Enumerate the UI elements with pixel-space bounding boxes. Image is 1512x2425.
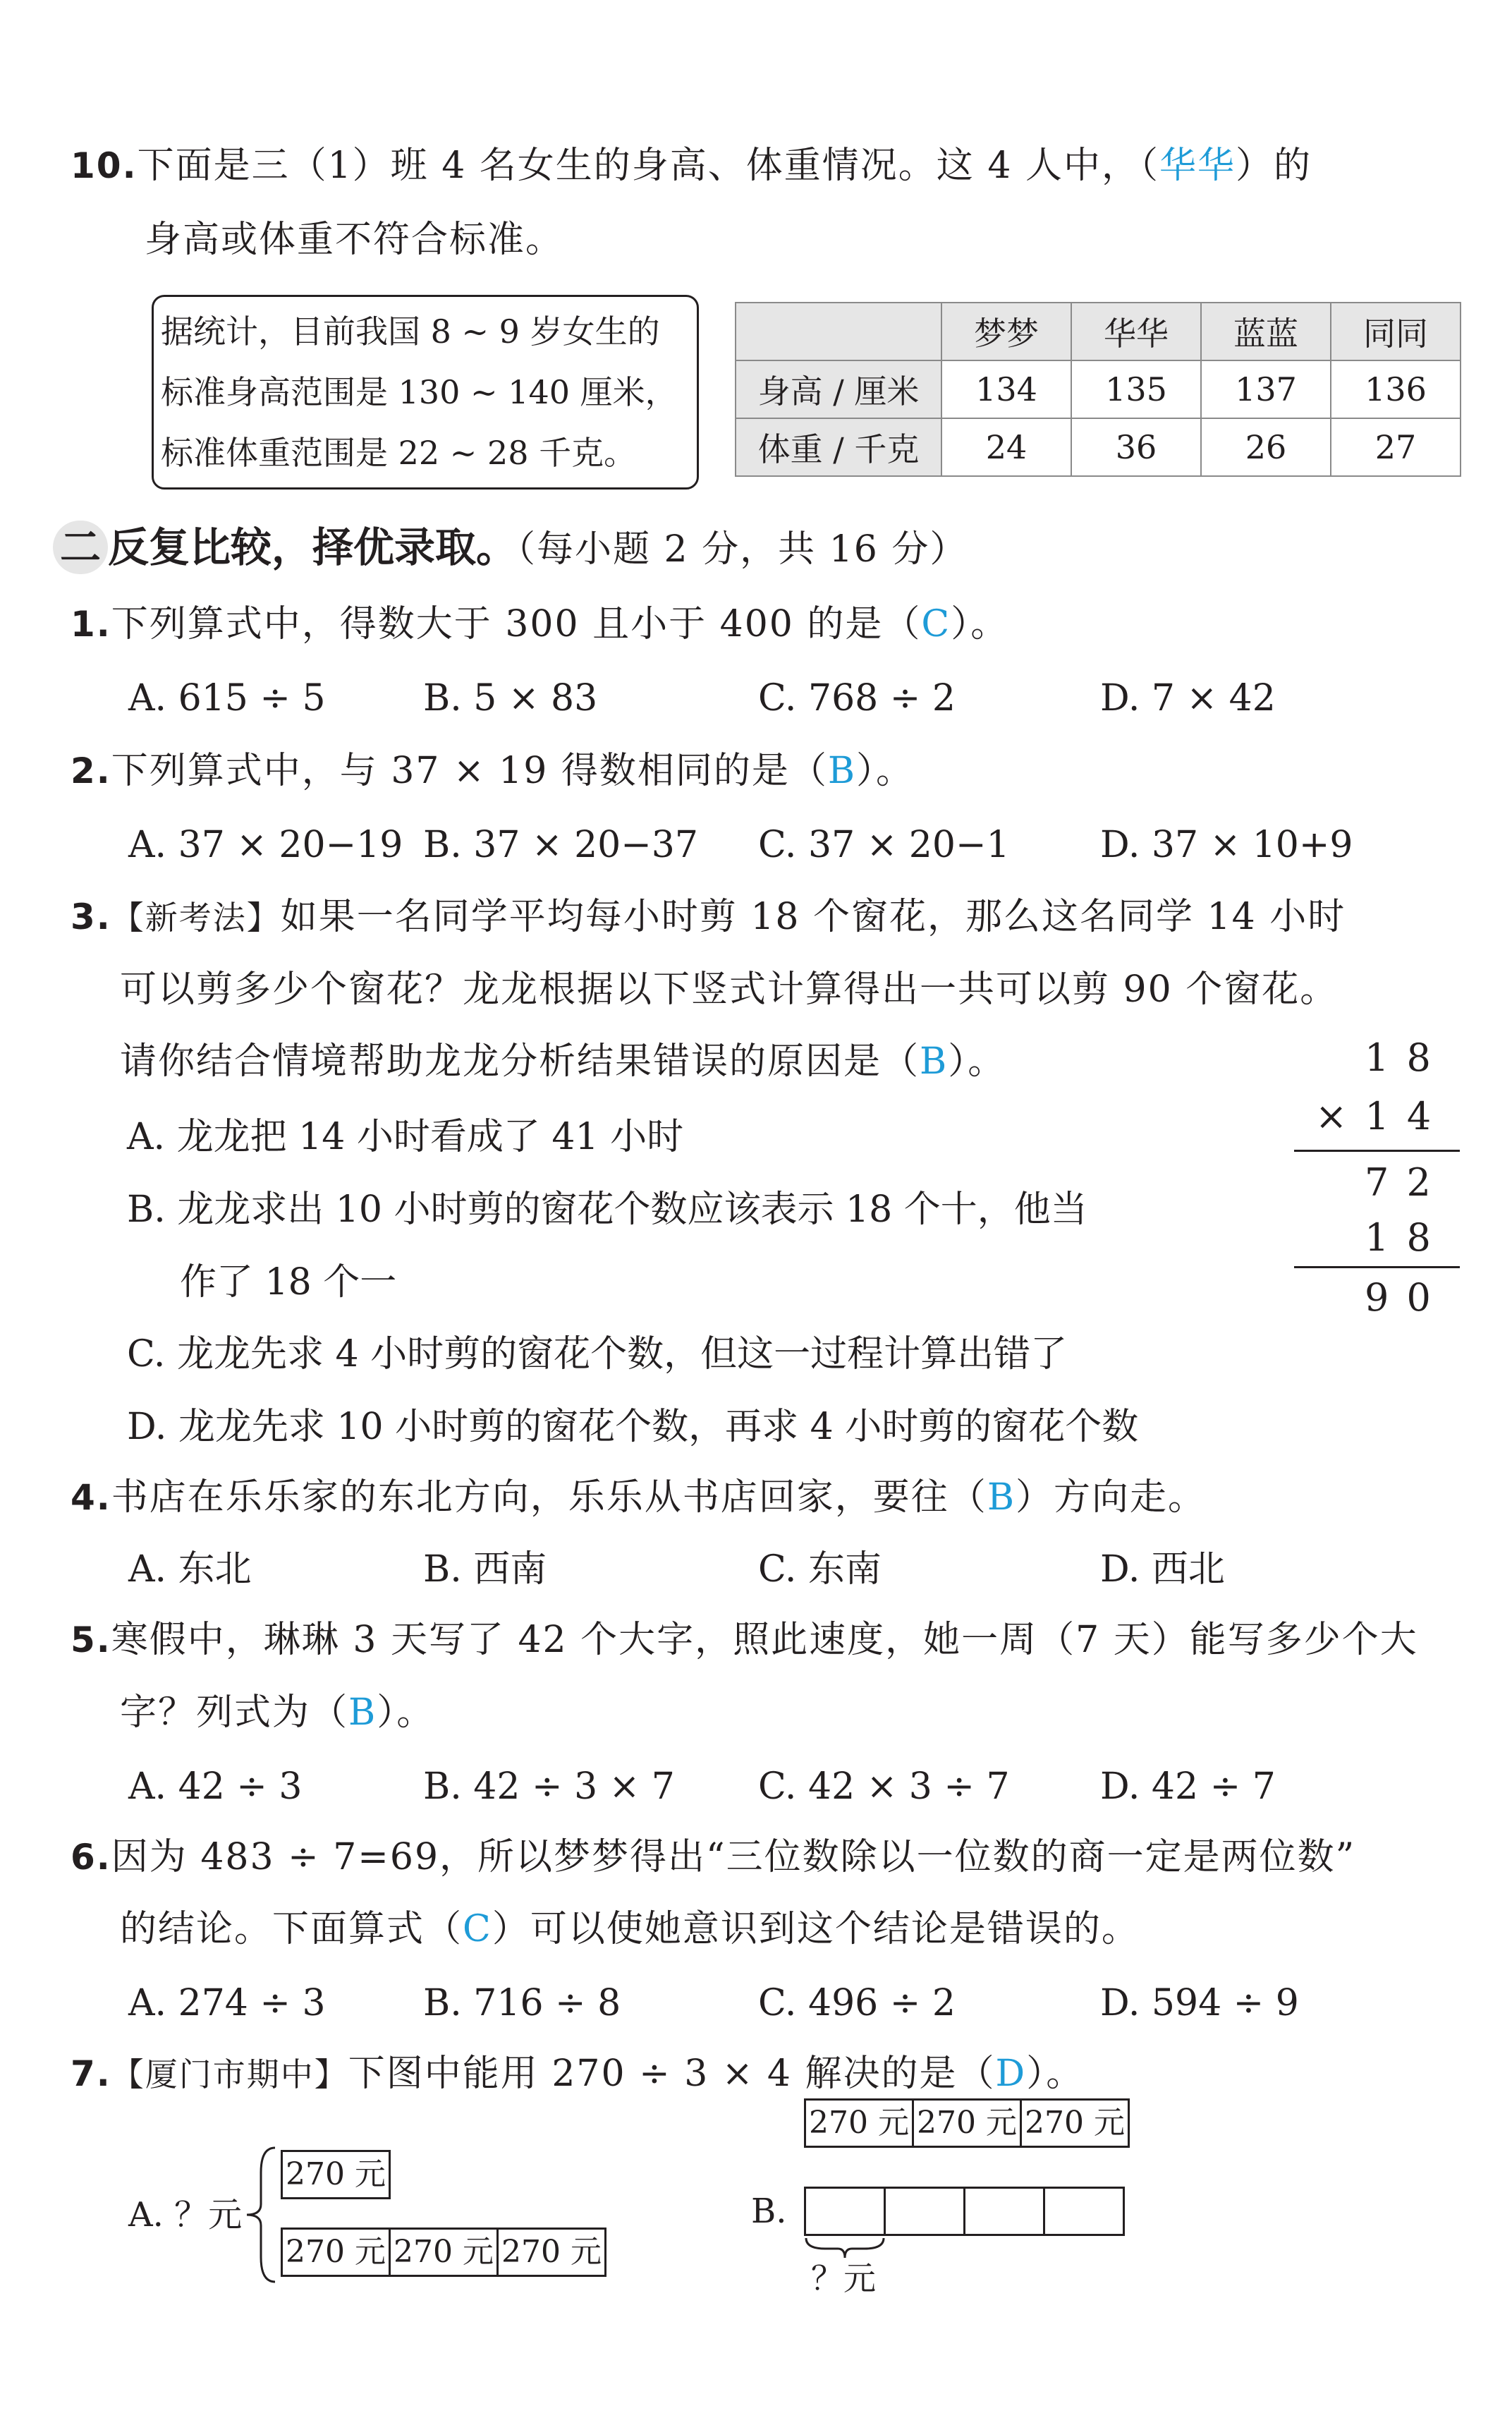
q6-line1: 6.因为 483 ÷ 7=69，所以梦梦得出“三位数除以一位数的商一定是两位数” <box>71 1836 1356 1878</box>
q4-option-a: A. 东北 <box>128 1548 252 1591</box>
q2-option-c: C. 37 × 20−1 <box>758 824 1010 866</box>
section2-header <box>53 521 968 585</box>
diagram-empty-box <box>963 2187 1045 2236</box>
diagram-box: 270 元 <box>281 2228 391 2277</box>
vertical-row: 1 8 <box>1365 1035 1434 1080</box>
q2-option-a: A. 37 × 20−19 <box>128 824 403 866</box>
section-title: 反复比较，择优录取。 <box>108 523 518 571</box>
q7-answer: D <box>995 2053 1027 2095</box>
q5-option-c: C. 42 × 3 ÷ 7 <box>758 1765 1010 1808</box>
q10-note-box <box>152 295 699 490</box>
q4-option-c: C. 东南 <box>758 1548 882 1591</box>
q6-answer: C <box>463 1908 492 1950</box>
q5-answer: B <box>348 1691 377 1734</box>
diagram-box: 270 元 <box>281 2150 391 2199</box>
q3-option-c: C. 龙龙先求 4 小时剪的窗花个数，但这一过程计算出错了 <box>127 1333 1068 1375</box>
q3-tag: 【新考法】 <box>111 899 281 937</box>
q3-line3: 请你结合情境帮助龙龙分析结果错误的原因是（B）。 <box>120 1040 1006 1083</box>
table-cell: 体重 / 千克 <box>736 418 941 476</box>
q7-stem: 7.【厦门市期中】下图中能用 270 ÷ 3 × 4 解决的是（D）。 <box>71 2053 1085 2095</box>
table-cell: 135 <box>1071 360 1201 418</box>
table-cell: 梦梦 <box>941 303 1071 360</box>
q6-option-d: D. 594 ÷ 9 <box>1100 1982 1299 2024</box>
table-row <box>736 360 1461 418</box>
vertical-row: 7 2 <box>1365 1160 1434 1205</box>
q1-answer: C <box>921 603 951 645</box>
diagram-b-question: ？元 <box>811 2259 876 2297</box>
q1-option-c: C. 768 ÷ 2 <box>758 677 956 719</box>
q3-line2: 可以剪多少个窗花？龙龙根据以下竖式计算得出一共可以剪 90 个窗花。 <box>120 968 1339 1011</box>
q4-option-b: B. 西南 <box>423 1548 547 1591</box>
table-cell: 蓝蓝 <box>1201 303 1331 360</box>
vertical-row: 1 8 <box>1365 1215 1434 1260</box>
vertical-line <box>1294 1150 1460 1152</box>
table-cell: 134 <box>941 360 1071 418</box>
q10-height-weight-table <box>735 302 1461 477</box>
vertical-row: × 1 4 <box>1315 1094 1434 1138</box>
note-line: 标准身高范围是 130 ~ 140 厘米， <box>161 373 678 411</box>
diagram-box: 270 元 <box>496 2228 606 2277</box>
q5-line1: 5.寒假中，琳琳 3 天写了 42 个大字，照此速度，她一周（7 天）能写多少个大 <box>71 1619 1418 1661</box>
table-cell: 137 <box>1201 360 1331 418</box>
diagram-a-label: A. ？元 <box>128 2195 243 2235</box>
diagram-empty-box <box>1043 2187 1125 2236</box>
q1-option-a: A. 615 ÷ 5 <box>128 677 326 719</box>
q1-option-d: D. 7 × 42 <box>1100 677 1276 719</box>
note-line: 据统计，目前我国 8 ~ 9 岁女生的 <box>161 312 660 351</box>
diagram-b-label: B. <box>751 2192 787 2231</box>
q2-option-d: D. 37 × 10+9 <box>1100 824 1353 866</box>
brace-icon <box>243 2144 279 2285</box>
q10-line1: 10.下面是三（1）班 4 名女生的身高、体重情况。这 4 人中，（华华）的 <box>71 145 1312 187</box>
q6-option-a: A. 274 ÷ 3 <box>128 1982 326 2024</box>
table-header-row <box>736 303 1461 360</box>
vertical-row: 9 0 <box>1365 1275 1434 1320</box>
q10-line2: 身高或体重不符合标准。 <box>145 219 564 261</box>
q10-answer: 华华 <box>1159 145 1236 187</box>
table-cell: 36 <box>1071 418 1201 476</box>
q3-line1: 3.【新考法】如果一名同学平均每小时剪 18 个窗花，那么这名同学 14 小时 <box>71 896 1346 938</box>
q1-option-b: B. 5 × 83 <box>423 677 598 719</box>
section-number: 二 <box>53 521 108 574</box>
table-cell: 136 <box>1331 360 1461 418</box>
table-cell: 27 <box>1331 418 1461 476</box>
diagram-box: 270 元 <box>389 2228 499 2277</box>
q6-option-b: B. 716 ÷ 8 <box>423 1982 621 2024</box>
q5-option-a: A. 42 ÷ 3 <box>128 1765 303 1808</box>
q3-option-d: D. 龙龙先求 10 小时剪的窗花个数，再求 4 小时剪的窗花个数 <box>127 1406 1139 1448</box>
q4-option-d: D. 西北 <box>1100 1548 1225 1591</box>
q3-option-a: A. 龙龙把 14 小时看成了 41 小时 <box>127 1116 684 1158</box>
q5-line2: 字？列式为（B）。 <box>120 1691 435 1734</box>
q1-stem: 1.下列算式中，得数大于 300 且小于 400 的是（C）。 <box>71 603 1009 645</box>
q2-answer: B <box>827 750 857 792</box>
section-score: （每小题 2 分，共 16 分） <box>517 528 968 571</box>
table-row <box>736 418 1461 476</box>
q3-answer: B <box>920 1040 949 1083</box>
table-cell: 身高 / 厘米 <box>736 360 941 418</box>
vertical-line <box>1294 1266 1460 1268</box>
table-cell: 26 <box>1201 418 1331 476</box>
q6-line2: 的结论。下面算式（C）可以使她意识到这个结论是错误的。 <box>120 1908 1140 1950</box>
diagram-box: 270 元 <box>1020 2098 1130 2148</box>
q5-option-b: B. 42 ÷ 3 × 7 <box>423 1765 675 1808</box>
table-cell <box>736 303 941 360</box>
q10-number: 10. <box>71 145 138 186</box>
table-cell: 24 <box>941 418 1071 476</box>
table-cell: 华华 <box>1071 303 1201 360</box>
diagram-empty-box <box>884 2187 965 2236</box>
note-line: 标准体重范围是 22 ~ 28 千克。 <box>161 434 637 472</box>
diagram-box: 270 元 <box>804 2098 914 2148</box>
q5-option-d: D. 42 ÷ 7 <box>1100 1765 1276 1808</box>
q4-stem: 4.书店在乐乐家的东北方向，乐乐从书店回家，要往（B）方向走。 <box>71 1476 1207 1519</box>
q2-option-b: B. 37 × 20−37 <box>423 824 698 866</box>
q6-option-c: C. 496 ÷ 2 <box>758 1982 956 2024</box>
diagram-empty-box <box>804 2187 886 2236</box>
q2-stem: 2.下列算式中，与 37 × 19 得数相同的是（B）。 <box>71 750 915 792</box>
q7-tag: 【厦门市期中】 <box>111 2055 348 2093</box>
table-cell: 同同 <box>1331 303 1461 360</box>
q3-option-b-line2: 作了 18 个一 <box>180 1261 397 1303</box>
q4-answer: B <box>987 1476 1016 1519</box>
diagram-box: 270 元 <box>912 2098 1022 2148</box>
q3-option-b-line1: B. 龙龙求出 10 小时剪的窗花个数应该表示 18 个十，他当 <box>127 1189 1087 1231</box>
